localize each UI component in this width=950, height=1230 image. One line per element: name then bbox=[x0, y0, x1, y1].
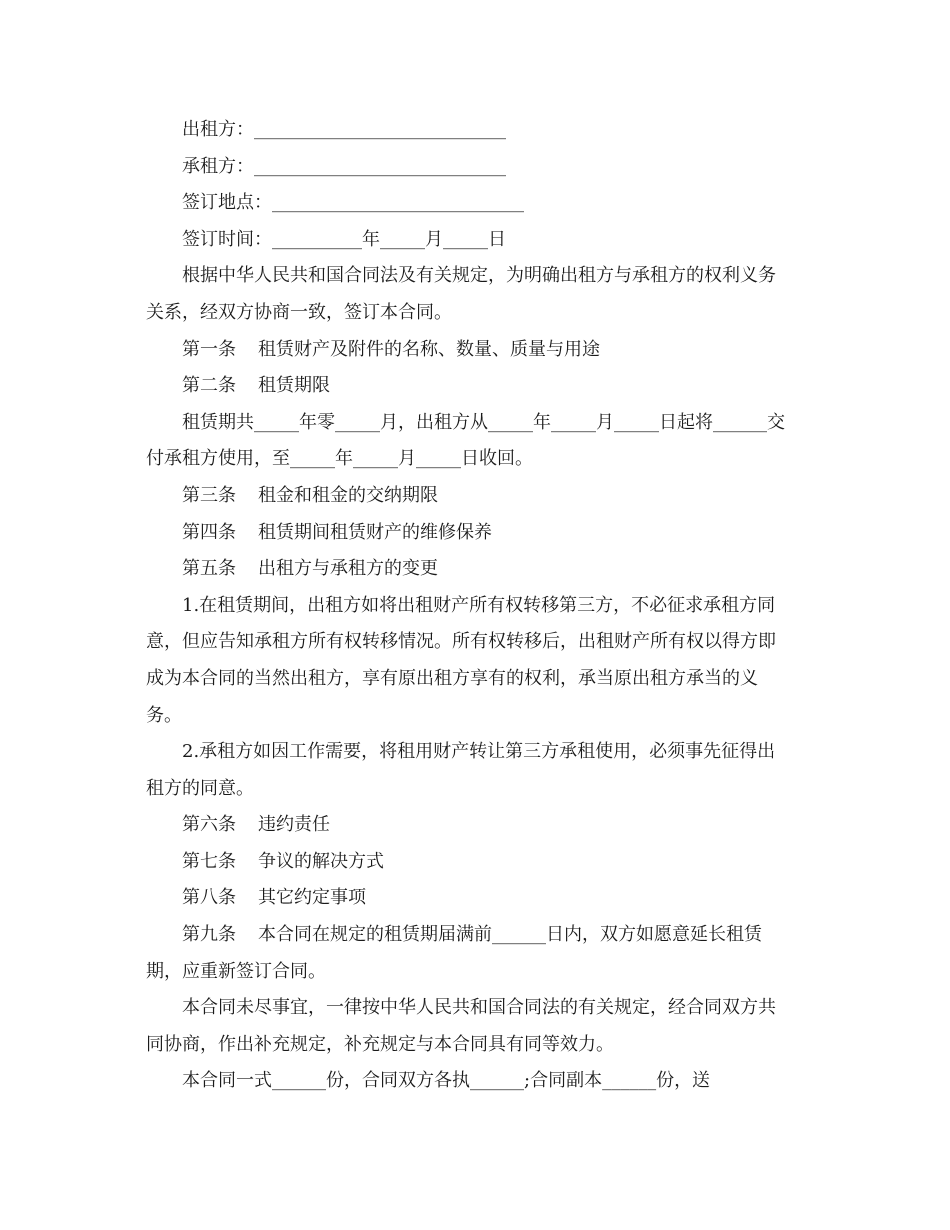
signing-time-field bbox=[146, 222, 812, 259]
article-6 bbox=[146, 807, 812, 844]
article-8-number: 第八条 bbox=[182, 887, 236, 909]
intro-line-1: 根据中华人民共和国合同法及有关规定，为明确出租方与承租方的权利义务 bbox=[182, 265, 776, 287]
signing-time-label: 签订时间： bbox=[182, 228, 272, 250]
clause-5-2-line-1: 2.承租方如因工作需要，将租用财产转让第三方承租使用，必须事先征得出 bbox=[182, 741, 776, 763]
lessor-label: 出租方： bbox=[182, 119, 254, 140]
lessor-field bbox=[146, 112, 812, 149]
signing-time-blank: __________年_____月_____日 bbox=[272, 228, 506, 250]
contract-page bbox=[146, 112, 812, 1100]
signing-place-blank: ____________________________ bbox=[272, 192, 524, 214]
supplement-line-2: 同协商，作出补充规定，补充规定与本合同具有同等效力。 bbox=[146, 1033, 614, 1055]
clause-5-2-line-2: 租方的同意。 bbox=[146, 777, 254, 799]
article-5-title: 出租方与承租方的变更 bbox=[258, 558, 438, 580]
article-3-number: 第三条 bbox=[182, 484, 236, 506]
article-3 bbox=[146, 478, 812, 515]
supplement-line-1: 本合同未尽事宜，一律按中华人民共和国合同法的有关规定，经合同双方共 bbox=[182, 997, 776, 1019]
clause-5-1-line-1: 1.在租赁期间，出租方如将出租财产所有权转移第三方，不必征求承租方同 bbox=[182, 594, 776, 616]
article-9-number: 第九条 bbox=[182, 924, 236, 946]
lessor-blank: ____________________________ bbox=[254, 119, 506, 140]
article-4 bbox=[146, 515, 812, 552]
clause-5-1-line-2: 意，但应告知承租方所有权转移情况。所有权转移后，出租财产所有权以得方即 bbox=[146, 631, 776, 653]
article-6-number: 第六条 bbox=[182, 814, 236, 836]
article-9-continuation: 期，应重新签订合同。 bbox=[146, 960, 326, 982]
article-2-title: 租赁期限 bbox=[258, 375, 330, 397]
clause-5-1-line-3: 成为本合同的当然出租方，享有原出租方享有的权利，承当原出租方承当的义 bbox=[146, 667, 758, 689]
article-7-title: 争议的解决方式 bbox=[258, 850, 384, 872]
article-8 bbox=[146, 880, 812, 917]
clause-5-1-line-4: 务。 bbox=[146, 704, 182, 726]
lease-term-line-2: 付承租方使用，至_____年_____月_____日收回。 bbox=[146, 448, 533, 470]
signing-place-field bbox=[146, 185, 812, 222]
article-4-number: 第四条 bbox=[182, 521, 236, 543]
lessee-blank: ____________________________ bbox=[254, 155, 506, 177]
article-9-text: 本合同在规定的租赁期届满前______日内，双方如愿意延长租赁 bbox=[258, 924, 762, 946]
lease-term-line-1: 租赁期共_____年零_____月，出租方从_____年_____月_____日起将______交 bbox=[182, 411, 785, 433]
article-4-title: 租赁期间租赁财产的维修保养 bbox=[258, 521, 492, 543]
article-1-number: 第一条 bbox=[182, 338, 236, 360]
copies-line: 本合同一式______份，合同双方各执______;合同副本______份，送 bbox=[182, 1070, 711, 1092]
article-5-number: 第五条 bbox=[182, 558, 236, 580]
signing-place-label: 签订地点： bbox=[182, 192, 272, 214]
article-3-title: 租金和租金的交纳期限 bbox=[258, 484, 438, 506]
article-7-number: 第七条 bbox=[182, 850, 236, 872]
article-2-number: 第二条 bbox=[182, 375, 236, 397]
article-6-title: 违约责任 bbox=[258, 814, 330, 836]
article-2 bbox=[146, 368, 812, 405]
article-8-title: 其它约定事项 bbox=[258, 887, 366, 909]
intro-line-2: 关系，经双方协商一致，签订本合同。 bbox=[146, 301, 452, 323]
article-7 bbox=[146, 844, 812, 881]
article-9 bbox=[146, 917, 812, 954]
lessee-label: 承租方： bbox=[182, 155, 254, 177]
article-1-title: 租赁财产及附件的名称、数量、质量与用途 bbox=[258, 338, 600, 360]
article-5 bbox=[146, 551, 812, 588]
lessee-field bbox=[146, 149, 812, 186]
article-1 bbox=[146, 332, 812, 369]
